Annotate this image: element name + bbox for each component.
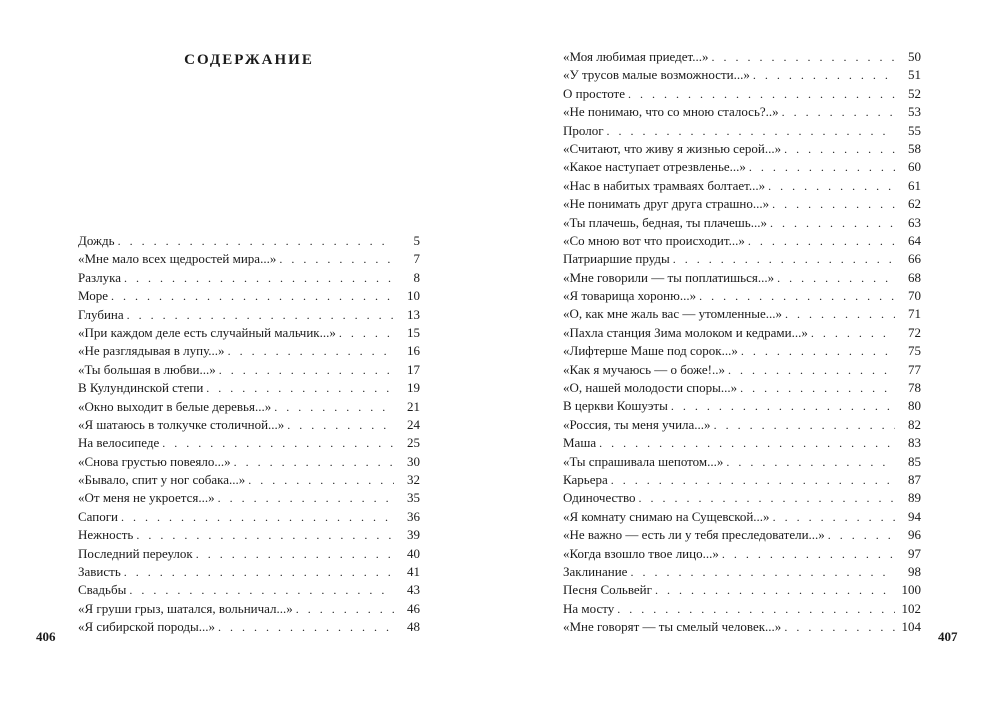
toc-entry-page: 51 (908, 67, 921, 83)
toc-entry-title: «Когда взошло твое лицо...» (563, 545, 719, 561)
toc-entry (563, 600, 921, 618)
toc-entry-page: 30 (407, 453, 420, 469)
toc-entry-page: 50 (908, 49, 921, 64)
toc-entry (563, 434, 921, 452)
toc-entry-page: 17 (407, 361, 420, 377)
toc-entry-title: Маша (563, 435, 597, 451)
toc-entry (78, 361, 420, 379)
dot-leader (784, 618, 895, 636)
toc-entry-page: 32 (407, 472, 420, 488)
dot-leader (118, 232, 394, 250)
toc-entry-page: 8 (413, 269, 420, 285)
toc-entry-page: 43 (407, 582, 420, 598)
dot-leader (722, 545, 895, 563)
dot-leader (753, 66, 895, 84)
toc-entry (78, 545, 420, 563)
toc-entry-title: «Я товарища хороню...» (563, 288, 697, 304)
toc-entry-page: 85 (908, 453, 921, 469)
toc-list-right (563, 48, 921, 637)
toc-entry (563, 214, 921, 232)
toc-entry-title: На мосту (563, 600, 615, 616)
toc-entry-page: 63 (908, 214, 921, 230)
toc-entry-page: 98 (908, 563, 921, 579)
dot-leader (770, 214, 895, 232)
toc-entry (563, 379, 921, 397)
toc-entry-title: «От меня не укроется...» (78, 490, 215, 506)
toc-entry (563, 324, 921, 342)
toc-entry (563, 489, 921, 507)
dot-leader (784, 140, 895, 158)
dot-leader (607, 122, 895, 140)
dot-leader (287, 416, 394, 434)
toc-entry (563, 195, 921, 213)
dot-leader (714, 416, 895, 434)
toc-entry-title: Дождь (78, 233, 115, 248)
toc-entry-title: Одиночество (563, 490, 636, 506)
dot-leader (129, 581, 394, 599)
toc-entry-title: «О, нашей молодости споры...» (563, 380, 738, 396)
dot-leader (248, 471, 394, 489)
toc-entry-title: Нежность (78, 527, 134, 543)
dot-leader (162, 434, 394, 452)
toc-entry (78, 232, 420, 250)
toc-entry (563, 158, 921, 176)
toc-entry (78, 306, 420, 324)
toc-entry-page: 16 (407, 343, 420, 359)
toc-entry (78, 471, 420, 489)
toc-entry (563, 66, 921, 84)
toc-entry-title: Заклинание (563, 563, 628, 579)
toc-entry-page: 15 (407, 324, 420, 340)
toc-entry-title: «Я сибирской породы...» (78, 619, 216, 635)
dot-leader (274, 398, 394, 416)
toc-entry-title: Море (78, 288, 109, 304)
page-number-left: 406 (36, 629, 56, 644)
toc-entry-page: 75 (908, 343, 921, 359)
dot-leader (611, 471, 895, 489)
dot-leader (218, 489, 394, 507)
toc-entry-title: «При каждом деле есть случайный мальчик...» (78, 324, 336, 340)
dot-leader (785, 305, 895, 323)
toc-entry-title: «Ты спрашивала шепотом...» (563, 453, 724, 469)
dot-leader (339, 324, 394, 342)
dot-leader (196, 545, 394, 563)
toc-entry (78, 508, 420, 526)
toc-entry-title: «Как я мучаюсь — о боже!..» (563, 361, 725, 377)
toc-entry (563, 250, 921, 268)
toc-entry (563, 287, 921, 305)
toc-entry-title: «Какое наступает отрезвленье...» (563, 159, 746, 175)
toc-entry-title: Пролог (563, 122, 604, 138)
toc-entry (78, 324, 420, 342)
dot-leader (219, 361, 394, 379)
toc-entry-page: 36 (407, 508, 420, 524)
toc-entry-title: Глубина (78, 306, 124, 322)
toc-entry-page: 87 (908, 471, 921, 487)
dot-leader (124, 563, 394, 581)
toc-entry (563, 471, 921, 489)
toc-entry-page: 104 (901, 619, 921, 635)
dot-leader (728, 361, 895, 379)
toc-entry-title: В церкви Кошуэты (563, 398, 668, 414)
toc-entry (78, 250, 420, 268)
toc-entry-title: Карьера (563, 471, 608, 487)
toc-entry-page: 83 (908, 435, 921, 451)
toc-entry-title: Песня Сольвейг (563, 582, 652, 598)
toc-entry-title: «Я груши грыз, шатался, вольничал...» (78, 600, 293, 616)
toc-entry (563, 508, 921, 526)
toc-entry-page: 96 (908, 527, 921, 543)
toc-entry-title: «Снова грустью повеяло...» (78, 453, 231, 469)
toc-entry-title: «Не важно — есть ли у тебя преследователи...» (563, 527, 825, 543)
toc-entry-page: 7 (413, 251, 420, 267)
toc-entry-page: 53 (908, 104, 921, 120)
toc-entry-page: 48 (407, 619, 420, 635)
dot-leader (811, 324, 895, 342)
dot-leader (749, 158, 895, 176)
dot-leader (671, 397, 895, 415)
toc-entry-page: 35 (407, 490, 420, 506)
toc-entry-page: 25 (407, 435, 420, 451)
toc-entry-title: «Лифтерше Маше под сорок...» (563, 343, 738, 359)
toc-entry-page: 97 (908, 545, 921, 561)
dot-leader (711, 48, 895, 66)
dot-leader (777, 269, 895, 287)
toc-entry (563, 545, 921, 563)
toc-entry-title: «Бывало, спит у ног собака...» (78, 472, 246, 488)
page-number-right: 407 (938, 629, 958, 644)
dot-leader (748, 232, 895, 250)
toc-entry (563, 103, 921, 121)
dot-leader (136, 526, 394, 544)
dot-leader (699, 287, 895, 305)
toc-entry (563, 305, 921, 323)
toc-entry-title: «Нас в набитых трамваях болтает...» (563, 177, 766, 193)
toc-entry-title: «Ты плачешь, бедная, ты плачешь...» (563, 214, 767, 230)
dot-leader (772, 195, 895, 213)
toc-entry (563, 563, 921, 581)
dot-leader (127, 306, 394, 324)
toc-entry-page: 61 (908, 177, 921, 193)
toc-entry (78, 600, 420, 618)
toc-entry (563, 618, 921, 636)
toc-entry (563, 581, 921, 599)
toc-entry-page: 58 (908, 140, 921, 156)
toc-entry-title: «Со мною вот что происходит...» (563, 232, 745, 248)
toc-entry-title: «Окно выходит в белые деревья...» (78, 398, 272, 414)
toc-entry (563, 416, 921, 434)
dot-leader (768, 177, 895, 195)
dot-leader (296, 600, 394, 618)
toc-entry-page: 66 (908, 251, 921, 267)
toc-entry (563, 85, 921, 103)
dot-leader (111, 287, 394, 305)
toc-entry-title: «Мне мало всех щедростей мира...» (78, 251, 277, 267)
toc-entry-title: «Не понимать друг друга страшно...» (563, 196, 770, 212)
dot-leader (673, 250, 895, 268)
toc-entry-page: 39 (407, 527, 420, 543)
dot-leader (628, 85, 895, 103)
toc-entry-page: 21 (407, 398, 420, 414)
toc-entry (78, 618, 420, 636)
dot-leader (828, 526, 895, 544)
toc-entry (78, 287, 420, 305)
dot-leader (639, 489, 895, 507)
toc-entry-title: Зависть (78, 564, 121, 580)
toc-entry (563, 342, 921, 360)
toc-entry (563, 397, 921, 415)
toc-entry-title: «Я шатаюсь в толкучке столичной...» (78, 416, 285, 432)
dot-leader (782, 103, 895, 121)
dot-leader (234, 453, 394, 471)
toc-entry-title: «Не понимаю, что со мною сталось?..» (563, 104, 779, 120)
toc-entry-page: 52 (908, 85, 921, 101)
toc-entry-title: На велосипеде (78, 435, 160, 451)
dot-leader (124, 269, 394, 287)
toc-entry-page: 60 (908, 159, 921, 175)
dot-leader (741, 342, 895, 360)
toc-entry-page: 19 (407, 380, 420, 396)
toc-entry-title: О простоте (563, 85, 625, 101)
toc-entry-page: 100 (901, 582, 921, 598)
toc-entry-title: «Ты большая в любви...» (78, 361, 216, 377)
toc-entry-title: «Пахла станция Зима молоком и кедрами...» (563, 324, 808, 340)
toc-entry-title: «Мне говорят — ты смелый человек...» (563, 619, 782, 635)
toc-entry-page: 71 (908, 306, 921, 322)
toc-entry (78, 342, 420, 360)
toc-entry (78, 434, 420, 452)
toc-entry-page: 40 (407, 545, 420, 561)
toc-entry-title: Патриаршие пруды (563, 251, 670, 267)
toc-entry-page: 70 (908, 288, 921, 304)
dot-leader (726, 453, 895, 471)
dot-leader (617, 600, 895, 618)
toc-entry (563, 48, 921, 66)
toc-entry-page: 78 (908, 380, 921, 396)
toc-entry-title: «О, как мне жаль вас — утомленные...» (563, 306, 783, 322)
toc-entry (563, 122, 921, 140)
dot-leader (655, 581, 895, 599)
toc-entry (563, 526, 921, 544)
dot-leader (218, 618, 394, 636)
toc-entry-page: 5 (413, 233, 420, 248)
toc-entry-title: Последний переулок (78, 545, 193, 561)
toc-entry (563, 140, 921, 158)
toc-entry (563, 361, 921, 379)
toc-entry-page: 64 (908, 232, 921, 248)
toc-entry (563, 453, 921, 471)
dot-leader (599, 434, 895, 452)
toc-entry-title: «Не разглядывая в лупу...» (78, 343, 225, 359)
toc-entry-title: «У трусов малые возможности...» (563, 67, 750, 83)
toc-entry (78, 489, 420, 507)
toc-entry-title: Разлука (78, 269, 122, 285)
toc-entry-title: Сапоги (78, 508, 119, 524)
toc-entry (78, 269, 420, 287)
toc-entry-page: 46 (407, 600, 420, 616)
toc-entry-page: 41 (407, 564, 420, 580)
toc-entry-title: «Мне говорили — ты поплатишься...» (563, 269, 775, 285)
toc-entry-page: 102 (901, 600, 921, 616)
toc-entry (78, 398, 420, 416)
toc-entry-page: 94 (908, 508, 921, 524)
toc-entry-page: 68 (908, 269, 921, 285)
toc-entry (78, 379, 420, 397)
dot-leader (279, 250, 394, 268)
toc-entry (563, 177, 921, 195)
dot-leader (773, 508, 895, 526)
toc-entry-title: «Считают, что живу я жизнью серой...» (563, 140, 782, 156)
toc-entry-title: В Кулундинской степи (78, 380, 204, 396)
dot-leader (121, 508, 394, 526)
toc-entry-page: 80 (908, 398, 921, 414)
dot-leader (740, 379, 895, 397)
toc-entry-page: 77 (908, 361, 921, 377)
dot-leader (630, 563, 895, 581)
toc-entry-page: 82 (908, 416, 921, 432)
toc-heading: СОДЕРЖАНИЕ (184, 52, 314, 68)
toc-entry (78, 581, 420, 599)
toc-entry-page: 55 (908, 122, 921, 138)
toc-list-left (78, 232, 420, 637)
toc-entry-page: 10 (407, 288, 420, 304)
toc-entry-title: «Моя любимая приедет...» (563, 49, 709, 64)
toc-entry-page: 62 (908, 196, 921, 212)
toc-entry-page: 72 (908, 324, 921, 340)
toc-entry (78, 563, 420, 581)
toc-entry (563, 269, 921, 287)
toc-entry-title: «Я комнату снимаю на Сущевской...» (563, 508, 770, 524)
toc-entry-page: 13 (407, 306, 420, 322)
dot-leader (206, 379, 394, 397)
toc-entry-title: Свадьбы (78, 582, 127, 598)
toc-entry (563, 232, 921, 250)
toc-entry (78, 453, 420, 471)
toc-entry-page: 24 (407, 416, 420, 432)
toc-entry (78, 526, 420, 544)
dot-leader (228, 342, 394, 360)
toc-entry (78, 416, 420, 434)
toc-entry-title: «Россия, ты меня учила...» (563, 416, 711, 432)
toc-entry-page: 89 (908, 490, 921, 506)
